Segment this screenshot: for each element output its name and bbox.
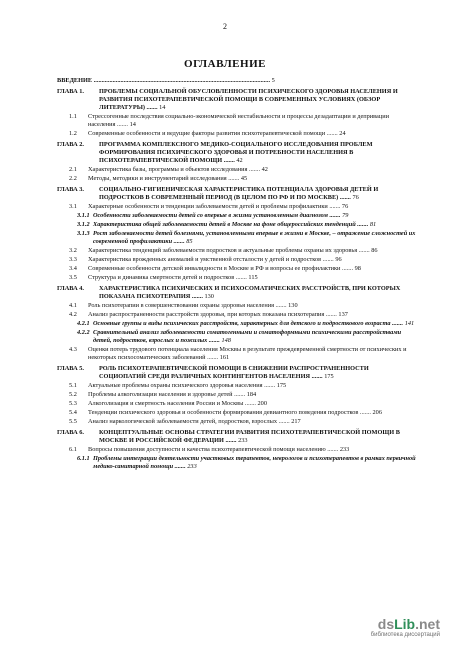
- toc-entry-number: 6.1: [69, 446, 77, 453]
- toc-intro-page: 5: [271, 77, 275, 84]
- toc-entry-number: 1.1: [69, 113, 77, 120]
- toc-entry[interactable]: ГЛАВА 1. ПРОБЛЕМЫ СОЦИАЛЬНОЙ ОБУСЛОВЛЕННОСТИ ПСИХИЧЕСКОГО ЗДОРОВЬЯ НАСЕЛЕНИЯ И РАЗВИТИЯ ПСИХОТЕРАПЕВТИЧЕСКОЙ ПОМОЩИ В СОВРЕМЕННЫХ УСЛОВИЯХ (ОБЗОР ЛИТЕРАТУРЫ) ....... 14: [57, 88, 398, 111]
- toc-entry[interactable]: ГЛАВА 6. КОНЦЕПТУАЛЬНЫЕ ОСНОВЫ СТРАТЕГИИ РАЗВИТИЯ ПСИХОТЕРАПЕВТИЧЕСКОЙ ПОМОЩИ В МОСКВЕ И РОССИЙСКОЙ ФЕДЕРАЦИИ ....... 233: [57, 429, 400, 444]
- toc-entry-page: 175: [276, 382, 287, 389]
- toc-entry-title: Стрессогенные последствия социально-экономической нестабильности и процессы дезадаптации и депривации населения: [88, 113, 389, 128]
- toc-intro-label: ВВЕДЕНИЕ: [57, 77, 93, 84]
- toc-entry-page: 130: [204, 293, 214, 300]
- toc-entry-title: Характерные особенности и тенденции заболеваемости детей и проблемы профилактики: [88, 203, 328, 210]
- toc-entry-number: ГЛАВА 6.: [57, 429, 84, 436]
- toc-entry-number: 2.2: [69, 175, 77, 182]
- toc-entry-page: 233: [187, 463, 197, 470]
- watermark: [348, 616, 440, 642]
- toc-entry-page: 137: [338, 311, 348, 318]
- toc-entry-number: 3.1: [69, 203, 77, 210]
- toc-entry-title: Современные особенности детской инвалидности в Москве и РФ и вопросы ее профилактики: [88, 265, 341, 272]
- toc-entry-number: 1.2: [69, 130, 77, 137]
- toc-entry[interactable]: 2.2 Методы, методики и инструментарий исследования ....... 45: [69, 175, 248, 182]
- toc-entry-page: 98: [354, 265, 361, 272]
- toc-entry-page: 79: [342, 212, 349, 219]
- toc-entry-number: 3.4: [69, 265, 77, 272]
- toc-entry-title: Алкоголизация и смертность населения России и Москвы: [88, 400, 244, 407]
- toc-entry-title: Проблемы интеграции деятельности участковых терапевтов, неврологов и психотерапевтов в рамках первичной медико-санитарной помощи: [93, 455, 416, 470]
- toc-entry-page: 233: [339, 446, 350, 453]
- toc-entry-number: 4.3: [69, 346, 77, 353]
- toc-entry-number: 4.2.1: [77, 320, 90, 327]
- toc-entry-page: 233: [238, 437, 248, 444]
- toc-entry-title: Анализ распространенности расстройств здоровья, при которых показана психотерапия: [88, 311, 325, 318]
- page-number: 2: [223, 22, 227, 31]
- toc-entry-title: Актуальные проблемы охраны психического здоровья населения: [88, 382, 263, 389]
- toc-entry-title: Характеристика врожденных аномалий и умственной отсталости у детей и подростков: [88, 256, 322, 263]
- toc-entry-title: Характеристика тенденций заболеваемости подростков и актуальные проблемы охраны их здоровья: [88, 247, 358, 254]
- toc-entry[interactable]: 3.1 Характерные особенности и тенденции заболеваемости детей и проблемы профилактики ....... 76: [69, 203, 349, 210]
- toc-entry-number: ГЛАВА 4.: [57, 285, 84, 292]
- watermark-logo: dsLib.net: [377, 616, 440, 632]
- toc-entry-title: Тенденции психического здоровья и особенности формирования девиантного поведения подростков: [88, 409, 359, 416]
- toc-entry[interactable]: 5.1 Актуальные проблемы охраны психического здоровья населения ....... 175: [69, 382, 287, 389]
- toc-entry-title: Особенности заболеваемости детей со впервые в жизни установленным диагнозом: [93, 212, 328, 219]
- toc-entry-title: ХАРАКТЕРИСТИКА ПСИХИЧЕСКИХ И ПСИХОСОМАТИЧЕСКИХ РАССТРОЙСТВ, ПРИ КОТОРЫХ ПОКАЗАНА ПСИХОТЕРАПИЯ: [99, 285, 401, 300]
- toc-entry-title: Роль психотерапии в совершенствовании охраны здоровья населения: [88, 302, 274, 309]
- toc-entry-number: 3.3: [69, 256, 77, 263]
- toc-entry[interactable]: ГЛАВА 5. РОЛЬ ПСИХОТЕРАПЕВТИЧЕСКОЙ ПОМОЩИ В СНИЖЕНИИ РАСПРОСТРАНЕННОСТИ СОЦИОПАТИЙ СРЕДИ РАЗЛИЧНЫХ КОНТИНГЕНТОВ НАСЕЛЕНИЯ ....... 175: [57, 365, 369, 380]
- toc-entry-number: 4.1: [69, 302, 77, 309]
- toc-entry-page: 175: [324, 373, 334, 380]
- toc-entry[interactable]: 1.1 Стрессогенные последствия социально-экономической нестабильности и процессы дезадаптации и депривации населения ....... 14: [69, 113, 389, 128]
- toc-entry-title: Методы, методики и инструментарий исследования: [88, 175, 227, 182]
- toc-entry[interactable]: 6.1.1 Проблемы интеграции деятельности участковых терапевтов, неврологов и психотерапевтов в рамках первичной медико-санитарной помощи ....... 233: [77, 455, 416, 470]
- toc-entry[interactable]: 3.1.2 Характеристика общей заболеваемости детей в Москве на фоне общероссийских тенденций ....... 81: [77, 221, 377, 228]
- toc-intro[interactable]: ВВЕДЕНИЕ ................................................................................................................ 5: [57, 77, 275, 84]
- toc-entry-page: 206: [372, 409, 382, 416]
- toc-entry-page: 96: [335, 256, 342, 263]
- toc-entry-page: 161: [219, 354, 230, 361]
- toc-entry-number: 4.2.2: [77, 329, 90, 336]
- toc-entry-page: 86: [371, 247, 378, 254]
- toc-entry[interactable]: 3.4 Современные особенности детской инвалидности в Москве и РФ и вопросы ее профилактики ....... 98: [69, 265, 361, 272]
- toc-entry-page: 141: [404, 320, 415, 327]
- toc-entry[interactable]: 3.5 Структура и динамика смертности детей и подростков ....... 115: [69, 274, 258, 281]
- toc-entry[interactable]: 4.2.2 Сравнительный анализ заболеваемости соматогенными и соматоформными психическими расстройствами детей, подростков, взрослых и пожилых ....... 148: [77, 329, 402, 344]
- toc-entry[interactable]: 5.5 Анализ наркологической заболеваемости детей, подростков, взрослых ....... 217: [69, 418, 301, 425]
- toc-entry-page: 14: [129, 121, 136, 128]
- toc-entry-title: Структура и динамика смертности детей и подростков: [88, 274, 235, 281]
- toc-entry[interactable]: 4.1 Роль психотерапии в совершенствовании охраны здоровья населения ....... 130: [69, 302, 298, 309]
- toc-entry[interactable]: 5.4 Тенденции психического здоровья и особенности формирования девиантного поведения подростков ....... 206: [69, 409, 382, 416]
- toc-entry-number: 3.1.3: [77, 230, 90, 237]
- toc-entry-number: 4.2: [69, 311, 77, 318]
- toc-entry-page: 42: [236, 157, 243, 164]
- toc-entry-page: 14: [159, 104, 166, 111]
- toc-entry[interactable]: ГЛАВА 4. ХАРАКТЕРИСТИКА ПСИХИЧЕСКИХ И ПСИХОСОМАТИЧЕСКИХ РАССТРОЙСТВ, ПРИ КОТОРЫХ ПОКАЗАНА ПСИХОТЕРАПИЯ ....... 130: [57, 285, 401, 300]
- toc-entry-page: 85: [186, 238, 193, 245]
- toc-entry-title: ПРОГРАММА КОМПЛЕКСНОГО МЕДИКО-СОЦИАЛЬНОГО ИССЛЕДОВАНИЯ ПРОБЛЕМ ФОРМИРОВАНИЯ ПСИХИЧЕСКОГО ЗДОРОВЬЯ И ПОТРЕБНОСТИ НАСЕЛЕНИЯ В ПСИХОТЕРАПЕВТИЧЕСКОЙ ПОМОЩИ: [99, 141, 373, 164]
- toc-entry-number: 2.1: [69, 166, 77, 173]
- toc-entry-page: 76: [352, 194, 359, 201]
- toc-entry[interactable]: 2.1 Характеристика базы, программы и объектов исследования ....... 42: [69, 166, 268, 173]
- toc-entry[interactable]: 3.2 Характеристика тенденций заболеваемости подростков и актуальные проблемы охраны их здоровья ....... 86: [69, 247, 378, 254]
- toc-entry-page: 45: [240, 175, 248, 182]
- toc-entry-number: ГЛАВА 1.: [57, 88, 84, 95]
- toc-entry-page: 217: [291, 418, 301, 425]
- page-title: ОГЛАВЛЕНИЕ: [184, 58, 266, 70]
- toc-entry[interactable]: 3.1.1 Особенности заболеваемости детей со впервые в жизни установленным диагнозом ....... 79: [77, 212, 349, 219]
- toc-entry-title: Основные группы и виды психических расстройств, характерных для детского и подросткового возраста: [93, 320, 391, 327]
- toc-entry-number: ГЛАВА 2.: [57, 141, 84, 148]
- toc-entry-number: 5.5: [69, 418, 77, 425]
- toc-entry-number: ГЛАВА 3.: [57, 186, 84, 193]
- toc-entry-title: ПРОБЛЕМЫ СОЦИАЛЬНОЙ ОБУСЛОВЛЕННОСТИ ПСИХИЧЕСКОГО ЗДОРОВЬЯ НАСЕЛЕНИЯ И РАЗВИТИЯ ПСИХОТЕРАПЕВТИЧЕСКОЙ ПОМОЩИ В СОВРЕМЕННЫХ УСЛОВИЯХ (ОБЗОР ЛИТЕРАТУРЫ): [99, 88, 398, 111]
- toc-entry-title: Характеристика общей заболеваемости детей в Москве на фоне общероссийских тенденций: [93, 221, 356, 228]
- toc-entry-number: 5.3: [69, 400, 77, 407]
- toc-entry[interactable]: ГЛАВА 3. СОЦИАЛЬНО-ГИГИЕНИЧЕСКАЯ ХАРАКТЕРИСТИКА ПОТЕНЦИАЛА ЗДОРОВЬЯ ДЕТЕЙ И ПОДРОСТКОВ В СОВРЕМЕННЫЙ ПЕРИОД (В ЦЕЛОМ ПО РФ И ПО МОСКВЕ) ....... 76: [57, 186, 379, 201]
- toc-entry-title: Анализ наркологической заболеваемости детей, подростков, взрослых: [88, 418, 278, 425]
- toc-entry-page: 200: [257, 400, 267, 407]
- toc-entry[interactable]: 4.2 Анализ распространенности расстройств здоровья, при которых показана психотерапия ....... 137: [69, 311, 348, 318]
- toc-entry[interactable]: 4.3 Оценки потерь трудового потенциала населения Москвы в результате преждевременной смертности от психических и некоторых психосоматических заболеваний ....... 161: [69, 346, 407, 361]
- toc-entry-title: КОНЦЕПТУАЛЬНЫЕ ОСНОВЫ СТРАТЕГИИ РАЗВИТИЯ ПСИХОТЕРАПЕВТИЧЕСКОЙ ПОМОЩИ В МОСКВЕ И РОССИЙСКОЙ ФЕДЕРАЦИИ: [99, 429, 400, 444]
- toc-entry-number: 3.2: [69, 247, 77, 254]
- toc-entry-page: 76: [341, 203, 349, 210]
- toc-entry-page: 115: [248, 274, 258, 281]
- toc-entry[interactable]: 3.1.3 Рост заболеваемости детей болезнями, установленными впервые в жизни в Москве, – отражение сложностей их современной профилактики ....... 85: [77, 230, 416, 245]
- toc-entry-number: ГЛАВА 5.: [57, 365, 84, 372]
- toc-entry-title: РОЛЬ ПСИХОТЕРАПЕВТИЧЕСКОЙ ПОМОЩИ В СНИЖЕНИИ РАСПРОСТРАНЕННОСТИ СОЦИОПАТИЙ СРЕДИ РАЗЛИЧНЫХ КОНТИНГЕНТОВ НАСЕЛЕНИЯ: [99, 365, 369, 380]
- toc-entry[interactable]: ГЛАВА 2. ПРОГРАММА КОМПЛЕКСНОГО МЕДИКО-СОЦИАЛЬНОГО ИССЛЕДОВАНИЯ ПРОБЛЕМ ФОРМИРОВАНИЯ ПСИХИЧЕСКОГО ЗДОРОВЬЯ И ПОТРЕБНОСТИ НАСЕЛЕНИЯ В ПСИХОТЕРАПЕВТИЧЕСКОЙ ПОМОЩИ ....... 42: [57, 141, 373, 164]
- toc-entry-number: 5.2: [69, 391, 77, 398]
- toc-entry[interactable]: 3.3 Характеристика врожденных аномалий и умственной отсталости у детей и подростков ....... 96: [69, 256, 342, 263]
- toc-entry-title: Вопросы повышения доступности и качества психотерапевтической помощи населению: [88, 446, 326, 453]
- toc-entry-title: Сравнительный анализ заболеваемости соматогенными и соматоформными психическими расстройствами детей, подростков, взрослых и пожилых: [93, 329, 402, 344]
- toc-entry-number: 3.5: [69, 274, 77, 281]
- toc-entry[interactable]: 4.2.1 Основные группы и виды психических расстройств, характерных для детского и подросткового возраста ....... 141: [77, 320, 415, 327]
- toc-entry-page: 148: [221, 337, 231, 344]
- toc-entry-number: 5.4: [69, 409, 77, 416]
- toc-entry-number: 3.1.1: [77, 212, 90, 219]
- toc-entry[interactable]: 1.2 Современные особенности и ведущие факторы развития психотерапевтической помощи ....... 24: [69, 130, 346, 137]
- toc-entry-title: Современные особенности и ведущие факторы развития психотерапевтической помощи: [88, 130, 326, 137]
- toc-entry-title: Проблемы алкоголизации населения и здоровье детей: [88, 391, 233, 398]
- table-of-contents: [57, 77, 417, 471]
- watermark-subtitle: библиотека диссертаций: [370, 632, 440, 638]
- toc-entry-title: Оценки потерь трудового потенциала населения Москвы в результате преждевременной смертности от психических и некоторых психосоматических заболеваний: [88, 346, 407, 361]
- toc-entry-page: 24: [339, 130, 346, 137]
- toc-entry-title: СОЦИАЛЬНО-ГИГИЕНИЧЕСКАЯ ХАРАКТЕРИСТИКА ПОТЕНЦИАЛА ЗДОРОВЬЯ ДЕТЕЙ И ПОДРОСТКОВ В СОВРЕМЕННЫЙ ПЕРИОД (В ЦЕЛОМ ПО РФ И ПО МОСКВЕ): [99, 186, 379, 201]
- toc-entry-title: Рост заболеваемости детей болезнями, установленными впервые в жизни в Москве, – отражение сложностей их современной профилактики: [93, 230, 416, 245]
- toc-entry-title: Характеристика базы, программы и объектов исследования: [88, 166, 248, 173]
- toc-entry-page: 81: [369, 221, 377, 228]
- toc-entry-page: 42: [261, 166, 268, 173]
- toc-entry-number: 3.1.2: [77, 221, 90, 228]
- toc-entry-page: 184: [246, 391, 257, 398]
- toc-entry[interactable]: 5.3 Алкоголизация и смертность населения России и Москвы ....... 200: [69, 400, 267, 407]
- toc-entry-number: 5.1: [69, 382, 77, 389]
- toc-entry-page: 130: [288, 302, 298, 309]
- toc-entry[interactable]: 5.2 Проблемы алкоголизации населения и здоровье детей ....... 184: [69, 391, 257, 398]
- toc-entry-number: 6.1.1: [77, 455, 90, 462]
- toc-entry[interactable]: 6.1 Вопросы повышения доступности и качества психотерапевтической помощи населению ....... 233: [69, 446, 350, 453]
